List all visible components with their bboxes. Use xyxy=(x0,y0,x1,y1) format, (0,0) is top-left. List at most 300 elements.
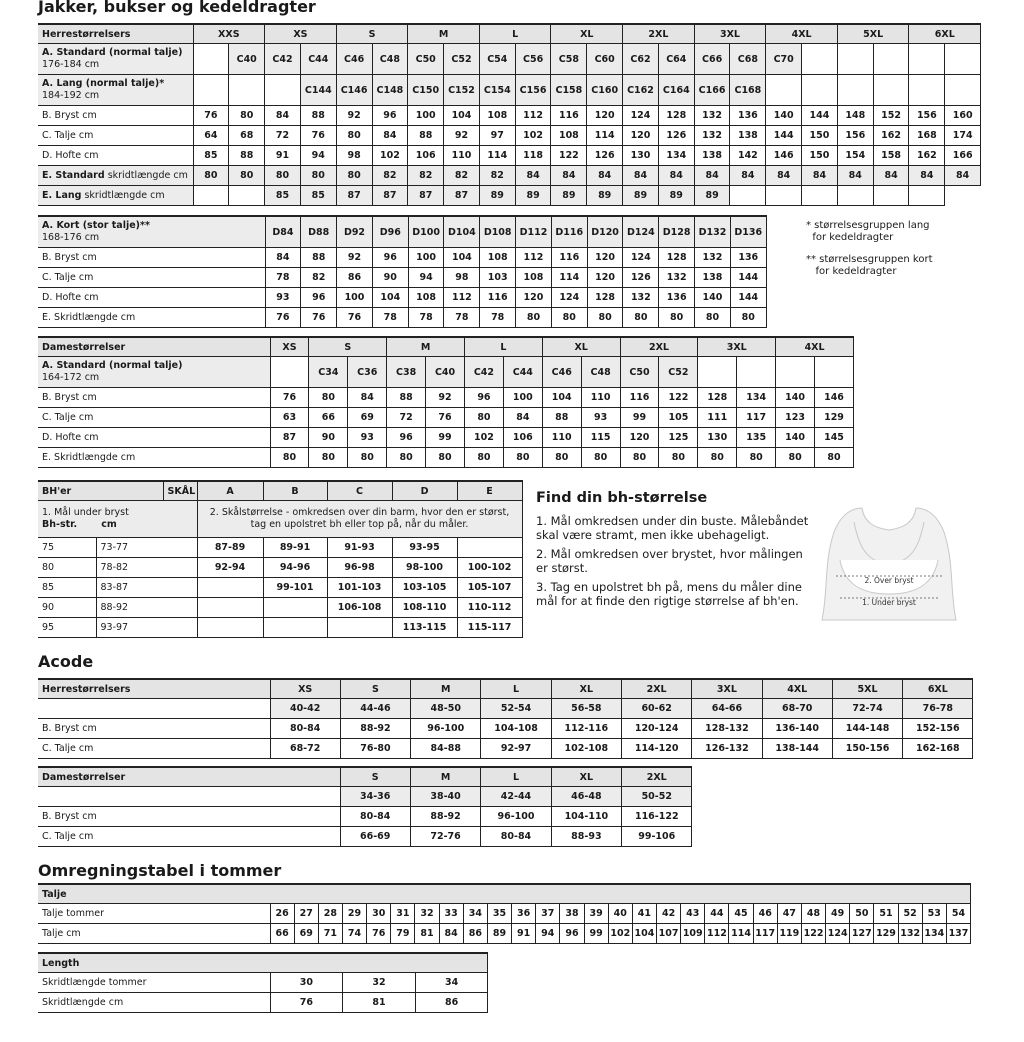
table-cell: 136-140 xyxy=(762,719,832,739)
table-cell: 86 xyxy=(463,924,487,944)
size-header: M xyxy=(408,24,480,44)
size-header: 4XL xyxy=(776,337,854,357)
table-cell: 89 xyxy=(658,186,694,206)
size-header: S xyxy=(336,24,408,44)
table-cell: 152 xyxy=(873,106,909,126)
table-cell xyxy=(197,578,263,598)
size-header: 4XL xyxy=(766,24,838,44)
table-cell: 150-156 xyxy=(832,739,902,759)
table-cell: 80 xyxy=(300,166,336,186)
table-row xyxy=(38,699,973,719)
table-cell: 46-48 xyxy=(551,787,621,807)
table-cell: 102 xyxy=(464,428,503,448)
table-cell: 78 xyxy=(480,308,516,328)
table-cell: 116 xyxy=(551,106,587,126)
table-cell: 27 xyxy=(294,904,318,924)
table-cell: 99 xyxy=(426,428,465,448)
table-cell: 103-105 xyxy=(392,578,457,598)
table-cell: 88 xyxy=(300,106,336,126)
section-title-jackets: Jakker, bukser og kedeldragter xyxy=(38,0,316,16)
table-cell: C34 xyxy=(309,357,348,388)
table-cell: 84 xyxy=(587,166,623,186)
table-cell: 120 xyxy=(587,268,623,288)
table-cell: 150 xyxy=(802,146,838,166)
table-cell: 84 xyxy=(766,166,802,186)
table-row xyxy=(38,827,692,847)
table-cell: C54 xyxy=(479,44,515,75)
table-cell: 112-116 xyxy=(551,719,621,739)
table-cell xyxy=(837,44,873,75)
header-label: Length xyxy=(38,953,488,973)
table-cell: 29 xyxy=(342,904,366,924)
table-cell: 140 xyxy=(776,428,815,448)
table-cell: C52 xyxy=(659,357,698,388)
table-cell: 108-110 xyxy=(392,598,457,618)
table-cell: D84 xyxy=(265,216,301,248)
table-cell: 80-84 xyxy=(270,719,340,739)
table-cell: 72 xyxy=(387,408,426,428)
table-cell xyxy=(38,787,340,807)
col-bh: Bh-str. xyxy=(42,519,78,530)
table-cell: 88 xyxy=(229,146,265,166)
size-header: S xyxy=(340,679,410,699)
table-cell: 102 xyxy=(515,126,551,146)
size-header: M xyxy=(411,679,481,699)
table-cell: D128 xyxy=(659,216,695,248)
header-label: Talje xyxy=(38,884,971,904)
table-cell xyxy=(945,44,981,75)
table-cell: 80 xyxy=(336,126,372,146)
table-cell: 96 xyxy=(387,428,426,448)
table-cell: 76 xyxy=(265,308,301,328)
size-header: 3XL xyxy=(692,679,762,699)
fig-under-label: 1. Under bryst xyxy=(862,598,916,607)
note-long: * størrelsesgruppen lang for kedeldragter xyxy=(806,220,930,243)
table-cell: 84 xyxy=(730,166,766,186)
table-cell: 108 xyxy=(480,248,516,268)
col-cm: cm xyxy=(101,519,117,530)
table-cell: 91 xyxy=(265,146,301,166)
table-cell: 140 xyxy=(695,288,731,308)
table-cell: D132 xyxy=(695,216,731,248)
table-cell: 63 xyxy=(270,408,309,428)
size-header: L xyxy=(464,337,542,357)
table-cell: 124 xyxy=(623,248,659,268)
size-header: 2XL xyxy=(623,24,695,44)
table-cell: 98-100 xyxy=(392,558,457,578)
table-cell: C48 xyxy=(581,357,620,388)
table-cell: C156 xyxy=(515,75,551,106)
table-cell: C64 xyxy=(658,44,694,75)
bra-cm: 93-97 xyxy=(96,618,197,638)
table-cell xyxy=(197,598,263,618)
table-cell: 122 xyxy=(659,388,698,408)
row-subtitle: skridtlængde cm xyxy=(81,190,165,201)
table-cell: 84 xyxy=(348,388,387,408)
table-cell: D96 xyxy=(372,216,408,248)
size-header: L xyxy=(481,767,551,787)
table-cell: 34-36 xyxy=(340,787,410,807)
table-cell: 80 xyxy=(730,308,766,328)
table-cell: C146 xyxy=(336,75,372,106)
table-cell: 103 xyxy=(480,268,516,288)
table-cell: 37 xyxy=(536,904,560,924)
table-cell: 80 xyxy=(623,308,659,328)
table-cell: 88-92 xyxy=(340,719,410,739)
table-row xyxy=(38,428,854,448)
table-cell: 132 xyxy=(659,268,695,288)
table-cell: 82 xyxy=(301,268,337,288)
size-header: 2XL xyxy=(620,337,698,357)
row-subtitle: 164-172 cm xyxy=(42,372,100,383)
table-cell: 146 xyxy=(815,388,854,408)
step2-label: 2. Skålstørrelse - omkredsen over din barm, hvor den er størst, tag en upolstret bh eller top på, når du måler. xyxy=(197,501,522,538)
table-cell xyxy=(766,75,802,106)
table-row xyxy=(38,216,766,248)
table-cell: 78 xyxy=(408,308,444,328)
table-cell: 92-94 xyxy=(197,558,263,578)
size-header: 3XL xyxy=(698,337,776,357)
table-cell: 80 xyxy=(581,448,620,468)
table-cell: D100 xyxy=(408,216,444,248)
size-header: XS xyxy=(265,24,337,44)
table-cell xyxy=(909,186,945,206)
table-cell xyxy=(193,75,229,106)
table-cell: 80-84 xyxy=(340,807,410,827)
table-cell: 120-124 xyxy=(621,719,691,739)
table-cell: 81 xyxy=(343,993,416,1013)
table-cell: 132 xyxy=(623,288,659,308)
size-header: 6XL xyxy=(909,24,981,44)
table-cell: 89-91 xyxy=(263,538,327,558)
size-header: 5XL xyxy=(832,679,902,699)
table-cell: 110 xyxy=(444,146,480,166)
table-cell: 80 xyxy=(542,448,581,468)
table-cell: 76-80 xyxy=(340,739,410,759)
table-cell: 84 xyxy=(658,166,694,186)
table-cell: 91 xyxy=(512,924,536,944)
cup-header: D xyxy=(392,481,457,501)
table-cell: C168 xyxy=(730,75,766,106)
row-label: C. Talje cm xyxy=(38,827,340,847)
men-size-table xyxy=(38,23,981,206)
table-cell: 101-103 xyxy=(327,578,392,598)
table-cell: 88-93 xyxy=(551,827,621,847)
table-row xyxy=(38,166,981,186)
table-cell: 162-168 xyxy=(903,739,973,759)
table-cell: 68-70 xyxy=(762,699,832,719)
cup-header: B xyxy=(263,481,327,501)
table-cell: 120 xyxy=(623,126,659,146)
bra-cm: 73-77 xyxy=(96,538,197,558)
row-title: A. Kort (stor talje)** xyxy=(42,220,150,231)
table-cell: 52 xyxy=(898,904,922,924)
table-cell: 91-93 xyxy=(327,538,392,558)
table-cell: C36 xyxy=(348,357,387,388)
table-cell: 112 xyxy=(705,924,729,944)
row-label xyxy=(38,186,193,206)
table-cell: D124 xyxy=(623,216,659,248)
table-cell: 66 xyxy=(270,924,294,944)
table-cell: 144 xyxy=(766,126,802,146)
table-cell: C40 xyxy=(426,357,465,388)
table-cell: 42 xyxy=(657,904,681,924)
table-cell: 104 xyxy=(372,288,408,308)
table-cell: 69 xyxy=(294,924,318,944)
table-cell: 84 xyxy=(515,166,551,186)
table-cell: 110 xyxy=(542,428,581,448)
bra-step-2: 2. Mål omkredsen over brystet, hvor målingen er størst. xyxy=(536,547,803,575)
table-cell: 89 xyxy=(694,186,730,206)
table-cell: 85 xyxy=(300,186,336,206)
table-cell: C48 xyxy=(372,44,408,75)
table-cell: 102 xyxy=(372,146,408,166)
table-cell: C164 xyxy=(658,75,694,106)
table-cell: 98 xyxy=(444,268,480,288)
table-cell: D112 xyxy=(516,216,552,248)
table-cell: 120 xyxy=(620,428,659,448)
table-cell: 28 xyxy=(318,904,342,924)
table-row xyxy=(38,75,981,106)
table-cell: 124 xyxy=(623,106,659,126)
table-cell: 45 xyxy=(729,904,753,924)
table-cell: 80 xyxy=(551,308,587,328)
table-cell: 89 xyxy=(515,186,551,206)
table-cell: 106-108 xyxy=(327,598,392,618)
table-row xyxy=(38,578,522,598)
bra-size: 95 xyxy=(38,618,96,638)
table-cell: 106 xyxy=(408,146,444,166)
table-cell: C56 xyxy=(515,44,551,75)
size-header: XS xyxy=(270,679,340,699)
size-header: 6XL xyxy=(903,679,973,699)
row-label: D. Hofte cm xyxy=(38,428,270,448)
cup-header: A xyxy=(197,481,263,501)
table-cell: 96-100 xyxy=(411,719,481,739)
row-label: C. Talje cm xyxy=(38,126,193,146)
table-cell: 78 xyxy=(372,308,408,328)
row-title: A. Lang (normal talje)* xyxy=(42,78,165,89)
table-cell: 100 xyxy=(503,388,542,408)
table-cell: 80 xyxy=(659,448,698,468)
table-cell: C38 xyxy=(387,357,426,388)
table-cell: 42-44 xyxy=(481,787,551,807)
table-cell xyxy=(698,357,737,388)
table-cell: 158 xyxy=(873,146,909,166)
table-cell: 144 xyxy=(730,268,766,288)
table-cell: 130 xyxy=(698,428,737,448)
table-cell: C50 xyxy=(408,44,444,75)
table-cell: C148 xyxy=(372,75,408,106)
row-title: E. Standard xyxy=(42,170,105,181)
table-cell: C160 xyxy=(587,75,623,106)
table-cell: C150 xyxy=(408,75,444,106)
table-cell: 108 xyxy=(479,106,515,126)
table-cell: 150 xyxy=(802,126,838,146)
table-cell: 76 xyxy=(337,308,373,328)
size-header: L xyxy=(481,679,551,699)
table-row xyxy=(38,408,854,428)
table-cell: 76 xyxy=(300,126,336,146)
table-cell xyxy=(737,357,776,388)
table-cell: 138-144 xyxy=(762,739,832,759)
table-cell: 114 xyxy=(551,268,587,288)
table-cell xyxy=(263,598,327,618)
table-cell: 138 xyxy=(730,126,766,146)
table-cell: 39 xyxy=(584,904,608,924)
size-header: XXS xyxy=(193,24,265,44)
table-cell: 35 xyxy=(487,904,511,924)
table-cell: C66 xyxy=(694,44,730,75)
table-cell: 46 xyxy=(753,904,777,924)
size-header: M xyxy=(387,337,465,357)
table-cell: 34 xyxy=(463,904,487,924)
row-label: Skridtlængde cm xyxy=(38,993,270,1013)
table-cell: 111 xyxy=(698,408,737,428)
table-cell: 66-69 xyxy=(340,827,410,847)
table-cell: 82 xyxy=(444,166,480,186)
table-cell: 166 xyxy=(945,146,981,166)
table-row xyxy=(38,501,522,538)
table-cell: 69 xyxy=(348,408,387,428)
bra-guide-title: Find din bh-størrelse xyxy=(536,490,708,506)
row-label: B. Bryst cm xyxy=(38,719,270,739)
row-subtitle: skridtlængde cm xyxy=(104,170,188,181)
table-cell: 117 xyxy=(753,924,777,944)
table-cell: 102 xyxy=(608,924,632,944)
bra-size: 90 xyxy=(38,598,96,618)
table-cell: 84 xyxy=(873,166,909,186)
size-header: 2XL xyxy=(621,679,691,699)
table-cell: 119 xyxy=(777,924,801,944)
table-cell: 104 xyxy=(632,924,656,944)
row-label: D. Hofte cm xyxy=(38,288,265,308)
table-cell xyxy=(776,357,815,388)
table-cell: 96 xyxy=(560,924,584,944)
bra-cm: 78-82 xyxy=(96,558,197,578)
table-row xyxy=(38,618,522,638)
table-row xyxy=(38,308,766,328)
table-cell: 138 xyxy=(694,146,730,166)
table-cell: 107 xyxy=(657,924,681,944)
table-cell: 108 xyxy=(408,288,444,308)
table-cell: 88 xyxy=(408,126,444,146)
table-cell: 89 xyxy=(479,186,515,206)
table-row xyxy=(38,739,973,759)
table-cell: 114-120 xyxy=(621,739,691,759)
table-cell: 160 xyxy=(945,106,981,126)
row-label: C. Talje cm xyxy=(38,739,270,759)
table-cell: 148 xyxy=(837,106,873,126)
table-cell: 104-110 xyxy=(551,807,621,827)
table-cell: 80 xyxy=(737,448,776,468)
table-cell: 102-108 xyxy=(551,739,621,759)
table-cell: 30 xyxy=(367,904,391,924)
table-cell: 144-148 xyxy=(832,719,902,739)
row-subtitle: 184-192 cm xyxy=(42,90,100,101)
table-cell: 43 xyxy=(681,904,705,924)
table-row xyxy=(38,904,971,924)
bra-cm: 83-87 xyxy=(96,578,197,598)
table-cell: 87 xyxy=(408,186,444,206)
table-cell: C46 xyxy=(336,44,372,75)
table-cell: 116-122 xyxy=(622,807,692,827)
table-cell: 79 xyxy=(391,924,415,944)
table-cell: C58 xyxy=(551,44,587,75)
cup-header: C xyxy=(327,481,392,501)
row-label xyxy=(38,216,265,248)
table-cell: 50-52 xyxy=(622,787,692,807)
table-cell: 78 xyxy=(265,268,301,288)
table-cell xyxy=(873,186,909,206)
table-cell: 76-78 xyxy=(903,699,973,719)
table-cell: 80 xyxy=(309,388,348,408)
table-cell: 32 xyxy=(343,973,416,993)
table-cell: 68 xyxy=(229,126,265,146)
table-cell: 114 xyxy=(479,146,515,166)
table-row xyxy=(38,288,766,308)
table-cell: 94-96 xyxy=(263,558,327,578)
table-cell: 120 xyxy=(516,288,552,308)
table-cell: 125 xyxy=(659,428,698,448)
table-cell: 115-117 xyxy=(457,618,522,638)
table-cell: 84 xyxy=(372,126,408,146)
table-header-row xyxy=(38,481,522,501)
table-cell: C42 xyxy=(464,357,503,388)
table-cell: 34 xyxy=(415,973,488,993)
table-cell: 94 xyxy=(408,268,444,288)
acode-men-table xyxy=(38,678,973,759)
table-cell: 80 xyxy=(309,448,348,468)
table-cell: 128 xyxy=(658,106,694,126)
table-cell xyxy=(38,699,270,719)
bra-size: 75 xyxy=(38,538,96,558)
table-cell: 136 xyxy=(659,288,695,308)
step1-cell xyxy=(38,501,197,538)
table-row xyxy=(38,248,766,268)
bra-cm: 88-92 xyxy=(96,598,197,618)
table-cell: 92 xyxy=(426,388,465,408)
table-cell: 44 xyxy=(705,904,729,924)
table-cell: 114 xyxy=(729,924,753,944)
table-cell: 135 xyxy=(737,428,776,448)
table-cell: 41 xyxy=(632,904,656,924)
table-cell xyxy=(909,75,945,106)
size-header: XS xyxy=(270,337,309,357)
table-cell xyxy=(837,186,873,206)
table-cell: 90 xyxy=(372,268,408,288)
table-cell: 99-106 xyxy=(622,827,692,847)
size-header: S xyxy=(340,767,410,787)
table-cell: 52-54 xyxy=(481,699,551,719)
table-cell: 89 xyxy=(487,924,511,944)
header-label: BH'er xyxy=(38,481,163,501)
table-cell: 49 xyxy=(826,904,850,924)
table-cell: 80 xyxy=(464,448,503,468)
table-cell: 74 xyxy=(342,924,366,944)
table-cell: C70 xyxy=(766,44,802,75)
table-cell: 108 xyxy=(551,126,587,146)
table-cell: 136 xyxy=(730,248,766,268)
table-cell: 72-76 xyxy=(410,827,480,847)
table-cell: 112 xyxy=(515,106,551,126)
table-cell: 100 xyxy=(337,288,373,308)
size-header: M xyxy=(410,767,480,787)
table-cell: 76 xyxy=(426,408,465,428)
row-label xyxy=(38,44,193,75)
bra-step-1: 1. Mål omkredsen under din buste. Målebåndet skal være stramt, men ikke ubehageligt. xyxy=(536,514,809,542)
table-cell: 76 xyxy=(270,388,309,408)
